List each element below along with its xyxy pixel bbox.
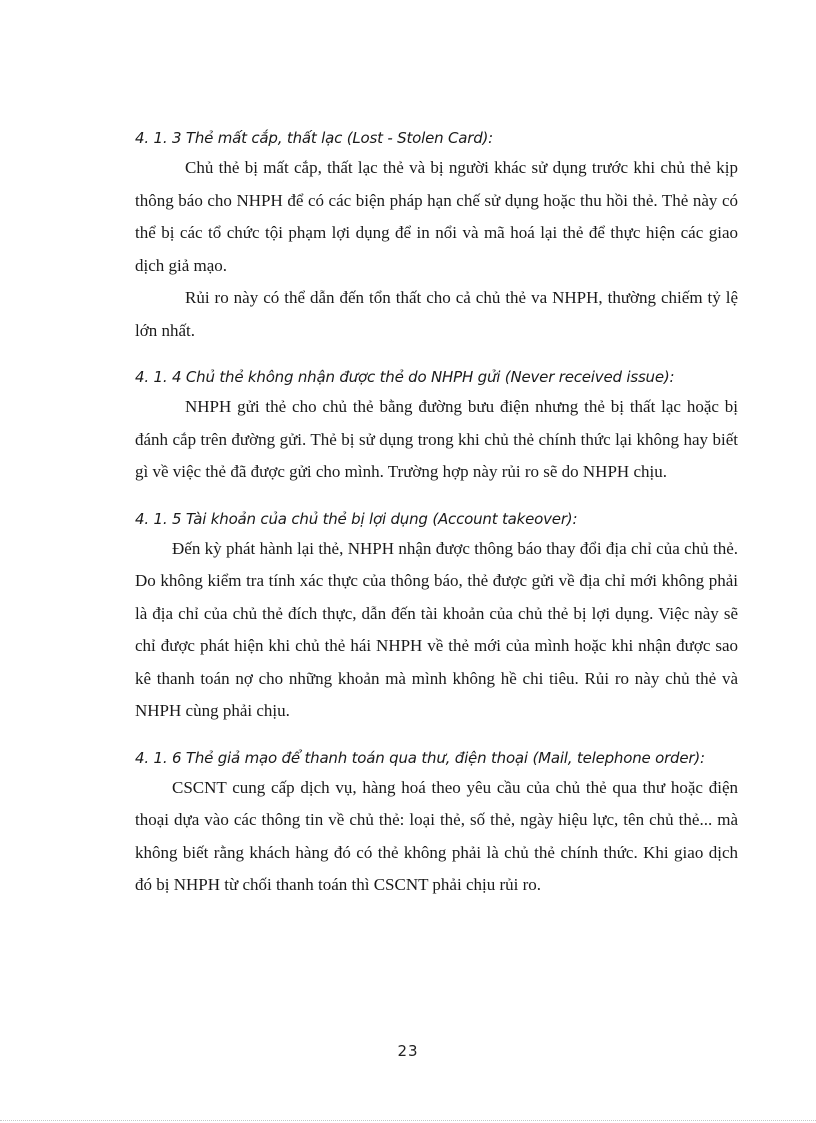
section-heading: 4. 1. 4 Chủ thẻ không nhận được thẻ do NHPH gửi (Never received issue): bbox=[135, 368, 675, 386]
page-number: 23 bbox=[397, 1042, 419, 1060]
section-never-received-issue bbox=[135, 365, 738, 489]
section-heading: 4. 1. 6 Thẻ giả mạo để thanh toán qua thư, điện thoại (Mail, telephone order): bbox=[135, 748, 705, 767]
section-lost-stolen-card bbox=[135, 126, 738, 347]
section-account-takeover bbox=[135, 507, 738, 728]
paragraph: NHPH gửi thẻ cho chủ thẻ bằng đường bưu điện nhưng thẻ bị thất lạc hoặc bị đánh cắp trên đường gửi. Thẻ bị sử dụng trong khi chủ thẻ chính thức lại không hay biết gì về việc thẻ đã được gửi cho mình. Trường hợp này rủi ro sẽ do NHPH chịu. bbox=[135, 397, 738, 481]
section-mail-telephone-order bbox=[135, 746, 738, 902]
page-bottom-border bbox=[0, 1120, 816, 1121]
section-heading: 4. 1. 3 Thẻ mất cắp, thất lạc (Lost - Stolen Card): bbox=[135, 129, 494, 147]
paragraph: CSCNT cung cấp dịch vụ, hàng hoá theo yêu cầu của chủ thẻ qua thư hoặc điện thoại dựa vào các thông tin về chủ thẻ: loại thẻ, số thẻ, ngày hiệu lực, tên chủ thẻ... mà không biết rằng khách hàng đó có thẻ không phải là chủ thẻ chính thức. Khi giao dịch đó bị NHPH từ chối thanh toán thì CSCNT phải chịu rủi ro. bbox=[135, 777, 738, 894]
paragraph: Rủi ro này có thể dẫn đến tổn thất cho cả chủ thẻ va NHPH, thường chiếm tỷ lệ lớn nhất. bbox=[135, 288, 738, 340]
paragraph: Đến kỳ phát hành lại thẻ, NHPH nhận được thông báo thay đổi địa chỉ của chủ thẻ. Do không kiểm tra tính xác thực của thông báo, thẻ được gửi về địa chỉ mới không phải là địa chỉ của chủ thẻ đích thực, dẫn đến tài khoản của chủ thẻ bị lợi dụng. Việc này sẽ chỉ được phát hiện khi chủ thẻ hái NHPH về thẻ mới của mình hoặc khi nhận được sao kê thanh toán nợ cho những khoản mà mình không hề chi tiêu. Rủi ro này chủ thẻ và NHPH cùng phải chịu. bbox=[135, 538, 738, 720]
section-heading: 4. 1. 5 Tài khoản của chủ thẻ bị lợi dụng (Account takeover): bbox=[135, 509, 578, 528]
page-content bbox=[135, 126, 738, 902]
paragraph: Chủ thẻ bị mất cắp, thất lạc thẻ và bị người khác sử dụng trước khi chủ thẻ kịp thông báo cho NHPH để có các biện pháp hạn chế sử dụng hoặc thu hồi thẻ. Thẻ này có thể bị các tổ chức tội phạm lợi dụng để in nổi và mã hoá lại thẻ để thực hiện các giao dịch giả mạo. bbox=[135, 158, 738, 275]
